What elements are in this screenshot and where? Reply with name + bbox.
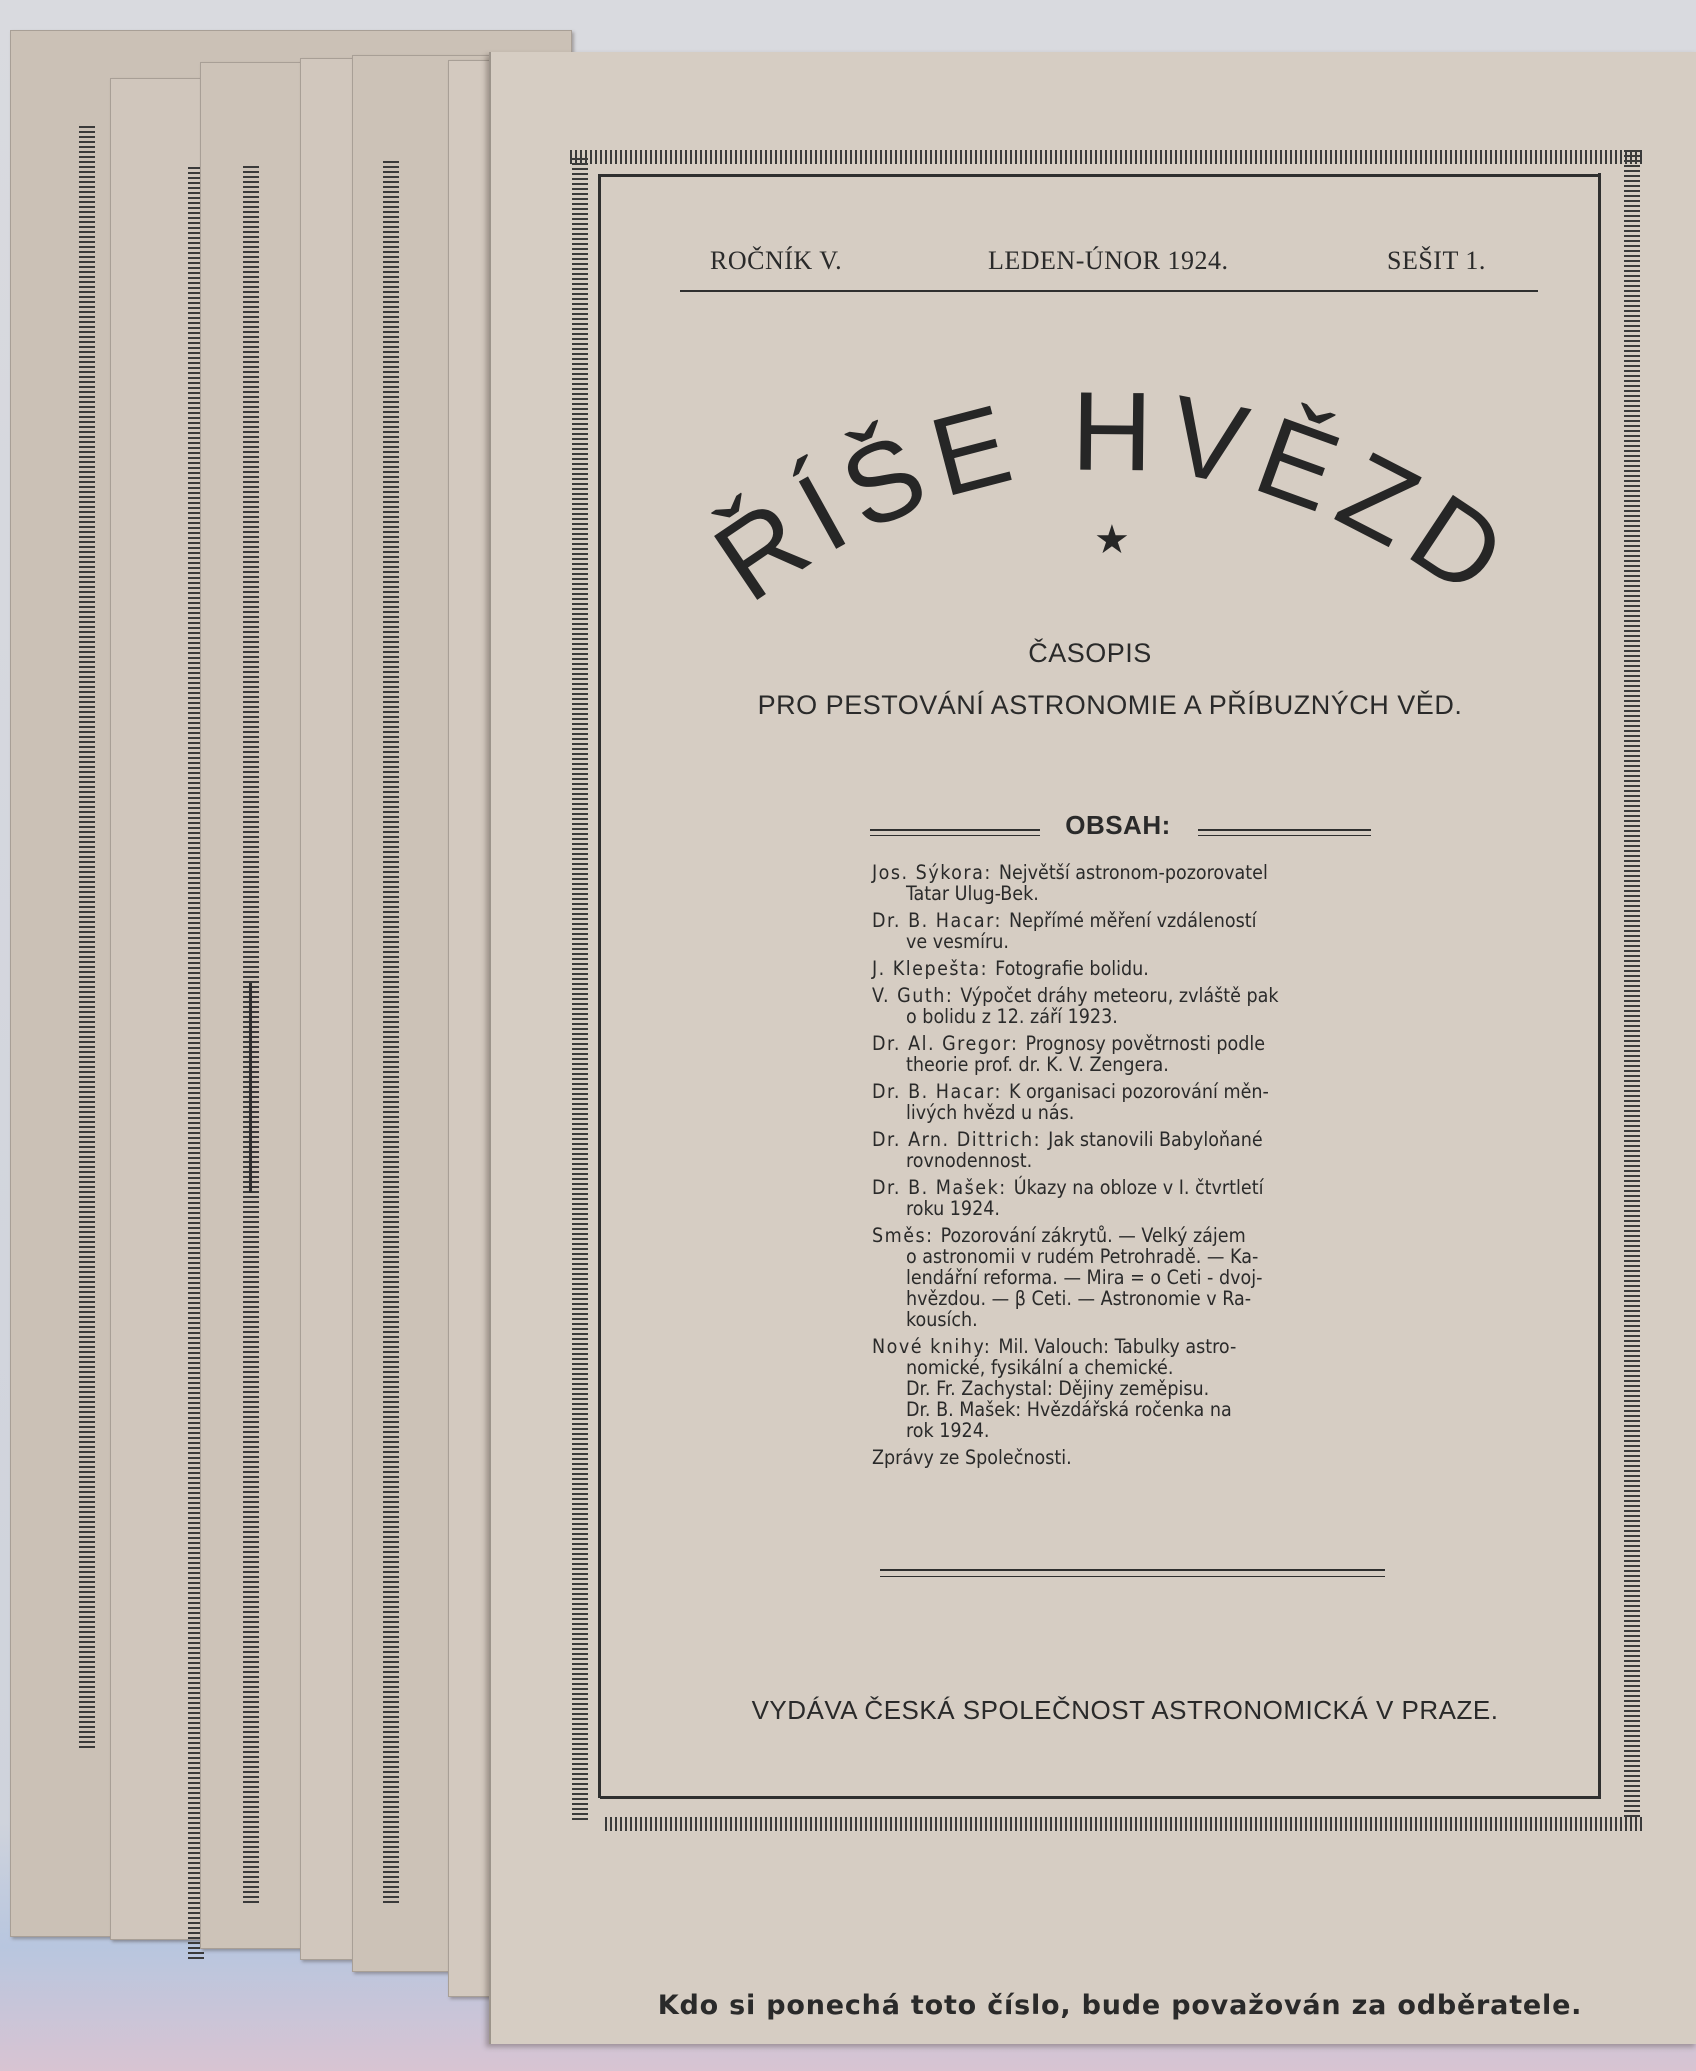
title-right-word: HVĚZD	[1070, 368, 1536, 626]
toc-line: ve vesmíru.	[906, 930, 1009, 953]
toc-author: Směs:	[872, 1224, 941, 1247]
toc-line: kousích.	[906, 1308, 978, 1331]
border-hatch	[79, 126, 95, 1751]
volume-label: ROČNÍK V.	[710, 246, 843, 275]
date-label: LEDEN-ÚNOR 1924.	[988, 246, 1229, 275]
toc-entry	[872, 1033, 1392, 1075]
toc-line	[872, 1129, 1392, 1150]
toc-title: Nepřímé měření vzdáleností	[1008, 909, 1257, 932]
toc-author: Nové knihy:	[872, 1335, 999, 1358]
border-hatch	[383, 161, 399, 1906]
star-icon: ★	[1094, 517, 1130, 563]
toc-author: Dr. B. Mašek:	[872, 1176, 1014, 1199]
toc-title: Jak stanovili Babyloňané	[1048, 1128, 1263, 1151]
frame-bottom-hatch	[605, 1817, 1645, 1831]
toc-title: Fotografie bolidu.	[995, 957, 1149, 980]
border-rule	[249, 983, 252, 1193]
table-of-contents	[872, 862, 1392, 1474]
contents-heading: OBSAH:	[1065, 810, 1171, 840]
toc-line	[872, 1033, 1392, 1054]
toc-entry	[872, 985, 1392, 1027]
toc-entry	[872, 1447, 1392, 1468]
toc-entry	[872, 1336, 1392, 1441]
toc-title: Největší astronom-pozorovatel	[998, 861, 1268, 884]
publisher-line: VYDÁVA ČESKÁ SPOLEČNOST ASTRONOMICKÁ V PRAZE.	[751, 1695, 1499, 1725]
contents-end-rule	[880, 1569, 1385, 1571]
toc-entry	[872, 862, 1392, 904]
contents-rule-right-2	[1198, 835, 1371, 836]
svg-text:ŘÍŠE HVĚZD	[693, 369, 1536, 626]
contents-end-rule-2	[880, 1576, 1385, 1577]
masthead-title	[680, 330, 1540, 660]
contents-rule-left	[870, 829, 1040, 831]
toc-line: Dr. B. Mašek: Hvězdářská ročenka na	[906, 1398, 1232, 1421]
toc-title: K organisaci pozorování měn-	[1008, 1080, 1269, 1103]
header-rule	[680, 290, 1538, 292]
frame-inner-right	[1598, 173, 1601, 1798]
contents-rule-right	[1198, 829, 1371, 831]
toc-line: nomické, fysikální a chemické.	[906, 1356, 1174, 1379]
toc-title: Úkazy na obloze v I. čtvrtletí	[1013, 1176, 1264, 1199]
toc-line: rok 1924.	[906, 1419, 990, 1442]
toc-line: o bolidu z 12. září 1923.	[906, 1005, 1118, 1028]
toc-title: Prognosy povětrnosti podle	[1025, 1032, 1266, 1055]
toc-line: Zprávy ze Společnosti.	[872, 1446, 1072, 1469]
toc-entry	[872, 910, 1392, 952]
subscription-notice: Kdo si ponechá toto číslo, bude považován za odběratele.	[657, 1990, 1583, 2021]
frame-left-hatch	[572, 158, 588, 1823]
toc-line: hvězdou. — β Ceti. — Astronomie v Ra-	[906, 1287, 1252, 1310]
toc-line	[872, 958, 1392, 979]
toc-entry	[872, 1081, 1392, 1123]
toc-line	[872, 985, 1392, 1006]
toc-line	[872, 1177, 1392, 1198]
toc-title: Pozorování zákrytů. — Velký zájem	[940, 1224, 1246, 1247]
toc-entry	[872, 1129, 1392, 1171]
toc-line: o astronomii v rudém Petrohradě. — Ka-	[906, 1245, 1259, 1268]
toc-entry	[872, 1177, 1392, 1219]
frame-right-hatch	[1624, 150, 1640, 1820]
toc-title: Výpočet dráhy meteoru, zvláště pak	[960, 984, 1279, 1007]
toc-author: J. Klepešta:	[872, 957, 996, 980]
toc-line: theorie prof. dr. K. V. Zengera.	[906, 1053, 1169, 1076]
frame-inner-bottom	[600, 1796, 1601, 1799]
toc-line: Dr. Fr. Zachystal: Dějiny zeměpisu.	[906, 1377, 1210, 1400]
subtitle-description: PRO PESTOVÁNÍ ASTRONOMIE A PŘÍBUZNÝCH VĚD.	[757, 690, 1463, 720]
toc-author: Dr. B. Hacar:	[872, 1080, 1009, 1103]
toc-line: livých hvězd u nás.	[906, 1101, 1075, 1124]
toc-author: Dr. Al. Gregor:	[872, 1032, 1026, 1055]
frame-inner-top	[598, 174, 1601, 177]
toc-author: Dr. B. Hacar:	[872, 909, 1009, 932]
toc-entry	[872, 1225, 1392, 1330]
toc-author: Jos. Sýkora:	[872, 861, 999, 884]
subtitle-casopis: ČASOPIS	[1028, 638, 1152, 668]
toc-line	[872, 910, 1392, 931]
toc-line	[872, 1225, 1392, 1246]
toc-title: Mil. Valouch: Tabulky astro-	[998, 1335, 1237, 1358]
frame-inner-left	[598, 176, 601, 1798]
toc-line: rovnodennost.	[906, 1149, 1033, 1172]
toc-line: Tatar Ulug-Bek.	[906, 882, 1039, 905]
toc-author: Dr. Arn. Dittrich:	[872, 1128, 1049, 1151]
toc-author: V. Guth:	[872, 984, 961, 1007]
contents-rule-left-2	[870, 835, 1040, 836]
frame-top-hatch	[570, 150, 1642, 164]
title-left-word: ŘÍŠE	[693, 377, 1035, 625]
issue-label: SEŠIT 1.	[1387, 246, 1486, 275]
toc-line	[872, 1336, 1392, 1357]
toc-entry	[872, 958, 1392, 979]
toc-line: roku 1924.	[906, 1197, 1000, 1220]
toc-line	[872, 862, 1392, 883]
toc-line: lendářní reforma. — Mira = o Ceti - dvoj-	[906, 1266, 1263, 1289]
toc-line	[872, 1081, 1392, 1102]
